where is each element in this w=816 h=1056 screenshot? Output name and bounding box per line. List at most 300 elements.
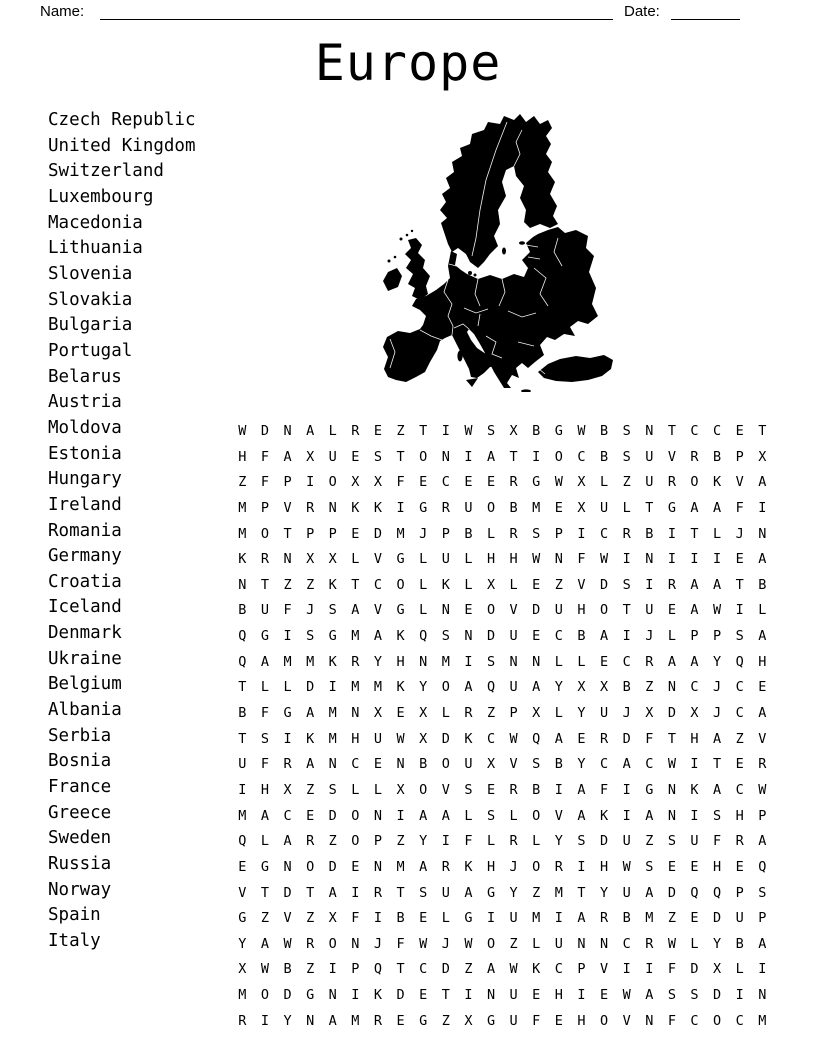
grid-letter[interactable]: J: [441, 935, 450, 952]
grid-letter[interactable]: T: [667, 423, 676, 439]
grid-letter[interactable]: O: [599, 1012, 609, 1029]
grid-letter[interactable]: E: [735, 423, 744, 439]
grid-letter[interactable]: I: [464, 653, 473, 670]
grid-letter[interactable]: I: [645, 576, 654, 593]
grid-letter[interactable]: C: [690, 679, 699, 696]
name-blank-line[interactable]: [100, 0, 613, 20]
grid-letter[interactable]: N: [328, 499, 337, 516]
grid-letter[interactable]: U: [509, 628, 518, 645]
grid-letter[interactable]: L: [486, 525, 496, 542]
grid-letter[interactable]: E: [599, 653, 609, 670]
grid-letter[interactable]: L: [690, 935, 699, 952]
grid-letter[interactable]: R: [645, 653, 654, 670]
grid-letter[interactable]: I: [306, 474, 315, 491]
grid-letter[interactable]: S: [328, 602, 337, 619]
grid-letter[interactable]: R: [306, 499, 315, 516]
grid-letter[interactable]: X: [486, 756, 496, 773]
grid-letter[interactable]: T: [396, 884, 405, 901]
grid-letter[interactable]: D: [328, 807, 337, 824]
grid-letter[interactable]: Z: [509, 935, 518, 952]
grid-letter[interactable]: A: [713, 499, 722, 516]
grid-letter[interactable]: Z: [645, 833, 654, 850]
grid-letter[interactable]: X: [419, 705, 428, 722]
grid-letter[interactable]: I: [577, 858, 586, 875]
grid-letter[interactable]: T: [713, 756, 722, 773]
grid-letter[interactable]: T: [306, 884, 315, 901]
grid-letter[interactable]: K: [441, 576, 450, 593]
grid-letter[interactable]: E: [419, 987, 428, 1004]
grid-letter[interactable]: N: [645, 1012, 654, 1029]
grid-letter[interactable]: M: [328, 705, 337, 722]
grid-letter[interactable]: A: [690, 653, 699, 670]
grid-letter[interactable]: E: [532, 576, 541, 593]
grid-letter[interactable]: H: [260, 781, 269, 798]
grid-letter[interactable]: Q: [373, 961, 383, 978]
grid-letter[interactable]: R: [690, 448, 699, 465]
grid-letter[interactable]: H: [577, 602, 586, 619]
grid-letter[interactable]: I: [260, 1012, 269, 1029]
grid-letter[interactable]: R: [260, 551, 269, 568]
grid-letter[interactable]: P: [758, 910, 767, 927]
grid-letter[interactable]: T: [283, 525, 292, 542]
grid-letter[interactable]: P: [509, 705, 518, 722]
grid-letter[interactable]: O: [328, 935, 337, 952]
grid-letter[interactable]: E: [373, 423, 383, 439]
grid-letter[interactable]: F: [260, 448, 269, 465]
grid-letter[interactable]: B: [283, 961, 292, 978]
grid-letter[interactable]: A: [690, 602, 699, 619]
grid-letter[interactable]: N: [373, 807, 383, 824]
grid-letter[interactable]: U: [599, 499, 609, 516]
grid-letter[interactable]: M: [396, 858, 405, 875]
grid-letter[interactable]: B: [622, 910, 631, 927]
grid-letter[interactable]: N: [351, 705, 360, 722]
grid-letter[interactable]: B: [238, 705, 247, 722]
grid-letter[interactable]: V: [667, 448, 676, 465]
grid-letter[interactable]: O: [441, 756, 450, 773]
grid-letter[interactable]: J: [713, 679, 722, 696]
grid-letter[interactable]: W: [599, 551, 609, 568]
grid-letter[interactable]: E: [396, 705, 405, 722]
grid-letter[interactable]: B: [735, 935, 744, 952]
grid-letter[interactable]: Z: [441, 1012, 450, 1029]
grid-letter[interactable]: B: [758, 576, 767, 593]
grid-letter[interactable]: A: [645, 987, 654, 1004]
grid-letter[interactable]: X: [328, 551, 337, 568]
grid-letter[interactable]: Z: [328, 833, 337, 850]
grid-letter[interactable]: N: [667, 781, 676, 798]
grid-letter[interactable]: N: [645, 551, 654, 568]
grid-letter[interactable]: V: [509, 756, 518, 773]
grid-letter[interactable]: Y: [373, 653, 383, 670]
grid-letter[interactable]: Z: [283, 576, 292, 593]
grid-letter[interactable]: G: [396, 602, 405, 619]
grid-letter[interactable]: V: [599, 961, 609, 978]
grid-letter[interactable]: F: [713, 833, 722, 850]
grid-letter[interactable]: B: [577, 628, 586, 645]
grid-letter[interactable]: J: [419, 525, 428, 542]
grid-letter[interactable]: I: [283, 628, 292, 645]
grid-letter[interactable]: S: [735, 628, 744, 645]
grid-letter[interactable]: R: [238, 1012, 247, 1029]
grid-letter[interactable]: X: [577, 679, 586, 696]
grid-letter[interactable]: C: [554, 961, 563, 978]
grid-letter[interactable]: H: [758, 653, 767, 670]
grid-letter[interactable]: A: [758, 628, 767, 645]
grid-letter[interactable]: Z: [645, 679, 654, 696]
grid-letter[interactable]: I: [667, 551, 676, 568]
grid-letter[interactable]: T: [690, 525, 699, 542]
grid-letter[interactable]: E: [351, 858, 360, 875]
grid-letter[interactable]: D: [486, 628, 496, 645]
grid-letter[interactable]: S: [577, 833, 586, 850]
grid-letter[interactable]: R: [306, 935, 315, 952]
grid-letter[interactable]: V: [283, 499, 292, 516]
grid-letter[interactable]: E: [373, 756, 383, 773]
grid-letter[interactable]: I: [758, 961, 767, 978]
grid-letter[interactable]: L: [758, 602, 767, 619]
grid-letter[interactable]: S: [441, 628, 450, 645]
grid-letter[interactable]: S: [667, 833, 676, 850]
grid-letter[interactable]: I: [532, 448, 541, 465]
grid-letter[interactable]: B: [554, 756, 563, 773]
grid-letter[interactable]: N: [554, 551, 563, 568]
grid-letter[interactable]: K: [532, 961, 541, 978]
grid-letter[interactable]: X: [306, 551, 315, 568]
grid-letter[interactable]: X: [509, 423, 518, 439]
grid-letter[interactable]: Q: [238, 833, 247, 850]
grid-letter[interactable]: K: [599, 807, 609, 824]
grid-letter[interactable]: T: [758, 423, 767, 439]
grid-letter[interactable]: W: [283, 935, 292, 952]
grid-letter[interactable]: G: [260, 858, 269, 875]
grid-letter[interactable]: X: [577, 474, 586, 491]
grid-letter[interactable]: G: [486, 1012, 496, 1029]
grid-letter[interactable]: P: [283, 474, 292, 491]
grid-letter[interactable]: L: [328, 423, 337, 439]
grid-letter[interactable]: X: [351, 474, 360, 491]
grid-letter[interactable]: B: [419, 756, 428, 773]
grid-letter[interactable]: M: [554, 884, 563, 901]
grid-letter[interactable]: A: [554, 730, 563, 747]
grid-letter[interactable]: E: [351, 525, 360, 542]
grid-letter[interactable]: U: [509, 1012, 518, 1029]
grid-letter[interactable]: B: [622, 679, 631, 696]
grid-letter[interactable]: Q: [735, 653, 744, 670]
grid-letter[interactable]: N: [509, 653, 518, 670]
grid-letter[interactable]: V: [758, 730, 767, 747]
grid-letter[interactable]: D: [441, 730, 450, 747]
grid-letter[interactable]: D: [713, 910, 722, 927]
grid-letter[interactable]: N: [351, 935, 360, 952]
grid-letter[interactable]: Q: [532, 730, 541, 747]
grid-letter[interactable]: U: [645, 602, 654, 619]
grid-letter[interactable]: Q: [238, 653, 247, 670]
grid-letter[interactable]: K: [373, 499, 383, 516]
grid-letter[interactable]: G: [554, 423, 563, 439]
grid-letter[interactable]: R: [758, 756, 767, 773]
grid-letter[interactable]: G: [667, 499, 676, 516]
grid-letter[interactable]: M: [532, 910, 541, 927]
grid-letter[interactable]: R: [441, 499, 450, 516]
grid-letter[interactable]: L: [351, 781, 360, 798]
grid-letter[interactable]: N: [306, 1012, 315, 1029]
grid-letter[interactable]: W: [464, 423, 473, 439]
grid-letter[interactable]: K: [464, 858, 473, 875]
grid-letter[interactable]: E: [464, 602, 473, 619]
grid-letter[interactable]: F: [283, 602, 292, 619]
grid-letter[interactable]: H: [577, 1012, 586, 1029]
grid-letter[interactable]: M: [373, 679, 383, 696]
grid-letter[interactable]: A: [306, 423, 315, 439]
grid-letter[interactable]: R: [599, 910, 609, 927]
grid-letter[interactable]: E: [351, 448, 360, 465]
grid-letter[interactable]: V: [238, 884, 247, 901]
grid-letter[interactable]: I: [554, 910, 563, 927]
grid-letter[interactable]: Y: [577, 705, 586, 722]
grid-letter[interactable]: V: [373, 551, 383, 568]
grid-letter[interactable]: A: [260, 653, 269, 670]
grid-letter[interactable]: S: [758, 884, 767, 901]
grid-letter[interactable]: B: [645, 525, 654, 542]
grid-letter[interactable]: I: [577, 525, 586, 542]
grid-letter[interactable]: D: [622, 730, 631, 747]
grid-letter[interactable]: R: [667, 474, 676, 491]
grid-letter[interactable]: C: [351, 756, 360, 773]
grid-letter[interactable]: C: [373, 576, 383, 593]
grid-letter[interactable]: Y: [283, 1012, 292, 1029]
grid-letter[interactable]: F: [396, 474, 405, 491]
grid-letter[interactable]: B: [396, 910, 405, 927]
grid-letter[interactable]: Y: [554, 679, 563, 696]
grid-letter[interactable]: J: [735, 525, 744, 542]
grid-letter[interactable]: P: [577, 961, 586, 978]
grid-letter[interactable]: X: [690, 705, 699, 722]
grid-letter[interactable]: P: [713, 628, 722, 645]
grid-letter[interactable]: X: [645, 705, 654, 722]
grid-letter[interactable]: F: [351, 910, 360, 927]
grid-letter[interactable]: L: [486, 833, 496, 850]
grid-letter[interactable]: T: [509, 448, 518, 465]
grid-letter[interactable]: G: [260, 628, 269, 645]
grid-letter[interactable]: J: [373, 935, 383, 952]
grid-letter[interactable]: K: [464, 730, 473, 747]
grid-letter[interactable]: R: [509, 525, 518, 542]
grid-letter[interactable]: B: [599, 423, 609, 439]
grid-letter[interactable]: Q: [690, 884, 699, 901]
grid-letter[interactable]: A: [373, 628, 383, 645]
grid-letter[interactable]: I: [645, 961, 654, 978]
grid-letter[interactable]: V: [554, 807, 563, 824]
grid-letter[interactable]: C: [599, 525, 609, 542]
grid-letter[interactable]: U: [509, 987, 518, 1004]
grid-letter[interactable]: W: [238, 423, 247, 439]
grid-letter[interactable]: R: [306, 833, 315, 850]
grid-letter[interactable]: A: [758, 833, 767, 850]
grid-letter[interactable]: U: [509, 910, 518, 927]
grid-letter[interactable]: N: [758, 525, 767, 542]
grid-letter[interactable]: I: [328, 679, 337, 696]
grid-letter[interactable]: F: [260, 756, 269, 773]
grid-letter[interactable]: B: [532, 423, 541, 439]
grid-letter[interactable]: S: [486, 807, 496, 824]
grid-letter[interactable]: A: [486, 961, 496, 978]
grid-letter[interactable]: M: [238, 807, 247, 824]
grid-letter[interactable]: L: [554, 653, 563, 670]
grid-letter[interactable]: M: [351, 628, 360, 645]
grid-letter[interactable]: S: [532, 525, 541, 542]
grid-letter[interactable]: K: [306, 730, 315, 747]
grid-letter[interactable]: I: [667, 525, 676, 542]
grid-letter[interactable]: K: [713, 474, 722, 491]
grid-letter[interactable]: C: [735, 705, 744, 722]
grid-letter[interactable]: B: [713, 448, 722, 465]
grid-letter[interactable]: U: [464, 499, 473, 516]
date-blank-line[interactable]: [671, 0, 740, 20]
grid-letter[interactable]: I: [622, 628, 631, 645]
grid-letter[interactable]: Y: [509, 884, 518, 901]
grid-letter[interactable]: R: [509, 474, 518, 491]
grid-letter[interactable]: S: [486, 423, 496, 439]
grid-letter[interactable]: D: [667, 705, 676, 722]
grid-letter[interactable]: U: [238, 756, 247, 773]
grid-letter[interactable]: I: [735, 987, 744, 1004]
grid-letter[interactable]: X: [283, 781, 292, 798]
grid-letter[interactable]: G: [645, 781, 654, 798]
grid-letter[interactable]: D: [667, 884, 676, 901]
grid-letter[interactable]: D: [260, 423, 269, 439]
grid-letter[interactable]: C: [713, 423, 722, 439]
grid-letter[interactable]: I: [396, 499, 405, 516]
grid-letter[interactable]: X: [486, 576, 496, 593]
grid-letter[interactable]: S: [419, 884, 428, 901]
grid-letter[interactable]: Z: [260, 910, 269, 927]
grid-letter[interactable]: R: [283, 756, 292, 773]
grid-letter[interactable]: M: [645, 910, 654, 927]
grid-letter[interactable]: H: [735, 807, 744, 824]
grid-letter[interactable]: G: [419, 499, 428, 516]
grid-letter[interactable]: P: [554, 525, 563, 542]
grid-letter[interactable]: N: [283, 858, 292, 875]
grid-letter[interactable]: O: [486, 602, 496, 619]
grid-letter[interactable]: L: [622, 499, 631, 516]
grid-letter[interactable]: U: [441, 884, 450, 901]
grid-letter[interactable]: A: [713, 576, 722, 593]
grid-letter[interactable]: O: [396, 576, 405, 593]
grid-letter[interactable]: L: [441, 705, 450, 722]
grid-letter[interactable]: I: [328, 961, 337, 978]
grid-letter[interactable]: Y: [599, 884, 609, 901]
grid-letter[interactable]: A: [690, 576, 699, 593]
grid-letter[interactable]: H: [486, 858, 496, 875]
grid-letter[interactable]: O: [260, 987, 269, 1004]
grid-letter[interactable]: G: [328, 628, 337, 645]
grid-letter[interactable]: M: [351, 679, 360, 696]
grid-letter[interactable]: Z: [306, 910, 315, 927]
grid-letter[interactable]: I: [464, 448, 473, 465]
grid-letter[interactable]: Z: [396, 833, 405, 850]
grid-letter[interactable]: B: [509, 499, 518, 516]
grid-letter[interactable]: C: [735, 679, 744, 696]
grid-letter[interactable]: Q: [486, 679, 496, 696]
grid-letter[interactable]: R: [735, 833, 744, 850]
grid-letter[interactable]: P: [260, 499, 269, 516]
grid-letter[interactable]: T: [577, 884, 586, 901]
grid-letter[interactable]: Q: [713, 884, 722, 901]
grid-letter[interactable]: H: [554, 987, 563, 1004]
grid-letter[interactable]: F: [577, 551, 586, 568]
grid-letter[interactable]: G: [396, 551, 405, 568]
grid-letter[interactable]: P: [373, 833, 383, 850]
grid-letter[interactable]: L: [532, 833, 541, 850]
grid-letter[interactable]: W: [554, 474, 563, 491]
grid-letter[interactable]: U: [509, 679, 518, 696]
grid-letter[interactable]: E: [690, 910, 699, 927]
grid-letter[interactable]: X: [577, 499, 586, 516]
grid-letter[interactable]: X: [396, 781, 405, 798]
grid-letter[interactable]: J: [306, 602, 315, 619]
grid-letter[interactable]: A: [713, 781, 722, 798]
grid-letter[interactable]: P: [328, 525, 337, 542]
grid-letter[interactable]: A: [328, 1012, 337, 1029]
grid-letter[interactable]: S: [667, 987, 676, 1004]
grid-letter[interactable]: U: [554, 602, 563, 619]
grid-letter[interactable]: I: [690, 551, 699, 568]
grid-letter[interactable]: A: [283, 448, 292, 465]
grid-letter[interactable]: I: [690, 756, 699, 773]
grid-letter[interactable]: L: [464, 576, 473, 593]
grid-letter[interactable]: C: [441, 474, 450, 491]
grid-letter[interactable]: A: [645, 884, 654, 901]
grid-letter[interactable]: A: [306, 756, 315, 773]
grid-letter[interactable]: N: [238, 576, 247, 593]
grid-letter[interactable]: N: [645, 423, 654, 439]
grid-letter[interactable]: W: [622, 987, 631, 1004]
grid-letter[interactable]: G: [419, 1012, 428, 1029]
grid-letter[interactable]: K: [690, 781, 699, 798]
grid-letter[interactable]: E: [758, 679, 767, 696]
grid-letter[interactable]: Z: [622, 474, 631, 491]
grid-letter[interactable]: A: [306, 705, 315, 722]
grid-letter[interactable]: G: [238, 910, 247, 927]
grid-letter[interactable]: O: [532, 858, 541, 875]
grid-letter[interactable]: M: [328, 730, 337, 747]
grid-letter[interactable]: V: [283, 910, 292, 927]
grid-letter[interactable]: Q: [419, 628, 428, 645]
grid-letter[interactable]: Z: [532, 884, 541, 901]
grid-letter[interactable]: C: [554, 628, 563, 645]
grid-letter[interactable]: E: [554, 499, 563, 516]
grid-letter[interactable]: T: [645, 499, 654, 516]
grid-letter[interactable]: X: [713, 961, 722, 978]
grid-letter[interactable]: I: [238, 781, 247, 798]
grid-letter[interactable]: S: [622, 576, 631, 593]
grid-letter[interactable]: M: [238, 499, 247, 516]
grid-letter[interactable]: M: [441, 653, 450, 670]
grid-letter[interactable]: F: [735, 499, 744, 516]
grid-letter[interactable]: H: [396, 653, 405, 670]
grid-letter[interactable]: O: [554, 448, 563, 465]
grid-letter[interactable]: D: [599, 833, 609, 850]
grid-letter[interactable]: X: [373, 705, 383, 722]
grid-letter[interactable]: L: [351, 551, 360, 568]
grid-letter[interactable]: I: [441, 423, 450, 439]
grid-letter[interactable]: S: [373, 448, 383, 465]
grid-letter[interactable]: Z: [306, 576, 315, 593]
grid-letter[interactable]: F: [260, 474, 269, 491]
grid-letter[interactable]: L: [419, 576, 428, 593]
grid-letter[interactable]: A: [758, 551, 767, 568]
